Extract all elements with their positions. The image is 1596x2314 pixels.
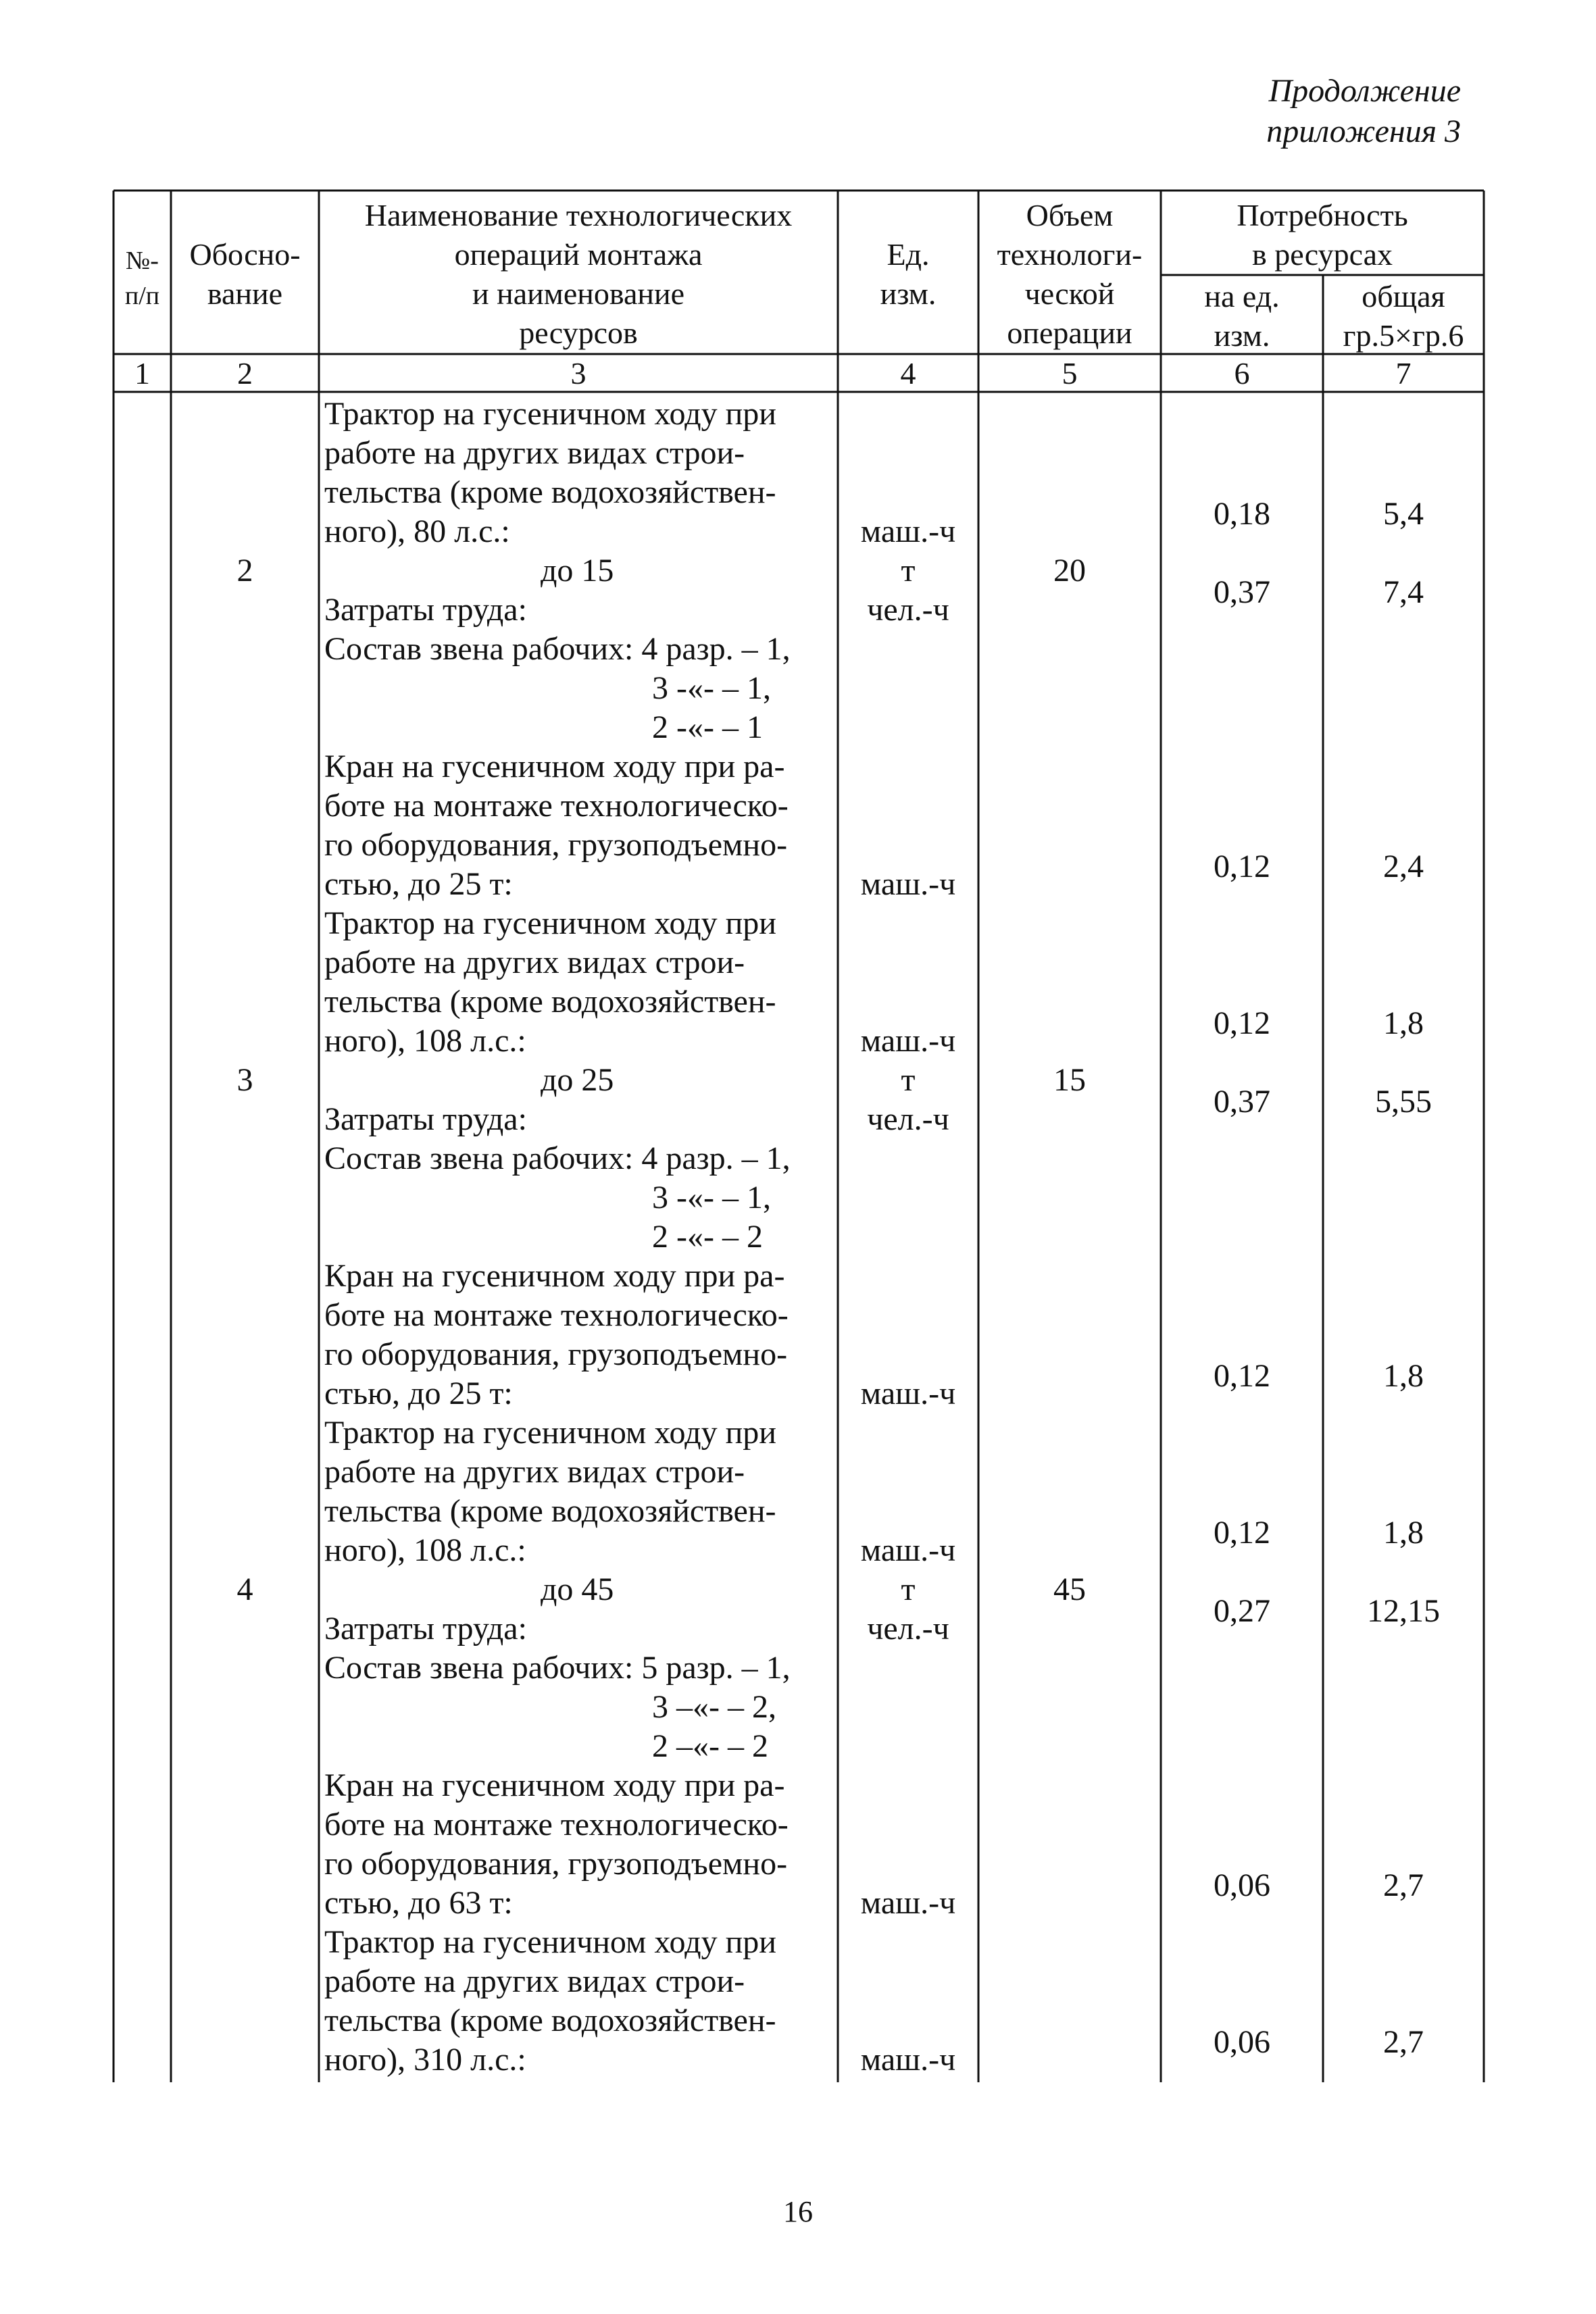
resource-line-text: стью, до 25 т:	[324, 866, 513, 902]
resource-line-text: тельства (кроме водохозяйствен-	[324, 2003, 776, 2038]
resource-line-text: го оборудования, грузоподъемно-	[324, 1846, 788, 1882]
resource-line-text: Состав звена рабочих: 4 разр. – 1,	[324, 1140, 791, 1176]
header-col6: на ед. изм.	[1204, 279, 1280, 353]
unit-cell: маш.-ч	[860, 1885, 956, 1921]
header-col4: Ед. изм.	[880, 237, 937, 311]
total-cell: 2,7	[1383, 2024, 1424, 2060]
resource-line-text: Кран на гусеничном ходу при ра-	[324, 1767, 785, 1803]
resource-line-text: ного), 310 л.с.:	[324, 2042, 526, 2078]
resource-line-text: Затраты труда:	[324, 1101, 527, 1137]
resource-line-text: Кран на гусеничном ходу при ра-	[324, 1258, 785, 1294]
resource-line-text: Затраты труда:	[324, 592, 527, 628]
unit-cell: чел.-ч	[867, 592, 949, 628]
resource-line-text: го оборудования, грузоподъемно-	[324, 1336, 788, 1372]
resource-line-text: боте на монтаже технологическо-	[324, 788, 789, 824]
resource-line-text: ного), 108 л.с.:	[324, 1023, 526, 1059]
col-number: 7	[1395, 356, 1412, 391]
col-number: 2	[237, 356, 253, 391]
total-cell: 1,8	[1383, 1515, 1424, 1551]
header-col1: №- п/п	[124, 247, 160, 310]
resource-line-text: боте на монтаже технологическо-	[324, 1807, 789, 1842]
per-unit-cell: 0,12	[1214, 1515, 1270, 1551]
resource-line-text: 3 -«- – 1,	[652, 670, 771, 706]
per-unit-cell: 0,27	[1214, 1593, 1270, 1629]
col-number: 5	[1062, 356, 1078, 391]
basis-cell: 3	[236, 1062, 253, 1098]
per-unit-cell: 0,12	[1214, 849, 1270, 884]
resource-line-text: ного), 80 л.с.:	[324, 513, 510, 549]
per-unit-cell: 0,06	[1214, 2024, 1270, 2060]
resource-line-text: до 15	[541, 553, 614, 588]
resource-line-text: Состав звена рабочих: 5 разр. – 1,	[324, 1650, 791, 1686]
volume-cell: 15	[1053, 1062, 1086, 1098]
resource-line-text: 2 -«- – 1	[652, 709, 763, 745]
volume-cell: 20	[1053, 553, 1086, 588]
per-unit-cell: 0,37	[1214, 1084, 1270, 1120]
unit-cell: т	[901, 1062, 916, 1098]
resource-line-text: до 25	[541, 1062, 614, 1098]
resource-line-text: Трактор на гусеничном ходу при	[324, 396, 776, 432]
unit-cell: чел.-ч	[867, 1611, 949, 1646]
per-unit-cell: 0,12	[1214, 1005, 1270, 1041]
resource-line-text: Кран на гусеничном ходу при ра-	[324, 749, 785, 784]
resource-line-text: работе на других видах строи-	[324, 945, 745, 980]
unit-cell: маш.-ч	[860, 1532, 956, 1568]
resource-line-text: тельства (кроме водохозяйствен-	[324, 1493, 776, 1529]
total-cell: 12,15	[1367, 1593, 1440, 1629]
unit-cell: т	[901, 1571, 916, 1607]
header-col67: Потребность в ресурсах	[1237, 198, 1408, 272]
header-col2: Обосно- вание	[189, 237, 301, 311]
resource-line-text: Затраты труда:	[324, 1611, 527, 1646]
resource-line-text: 3 –«- – 2,	[652, 1689, 776, 1725]
unit-cell: т	[901, 553, 916, 588]
resource-line-text: го оборудования, грузоподъемно-	[324, 827, 788, 863]
resource-line-text: 3 -«- – 1,	[652, 1180, 771, 1215]
total-cell: 5,55	[1375, 1084, 1432, 1120]
header-col3: Наименование технологических операций монтажа и наименование ресурсов	[364, 198, 793, 350]
resource-line-text: боте на монтаже технологическо-	[324, 1297, 789, 1333]
per-unit-cell: 0,12	[1214, 1358, 1270, 1394]
resource-line-text: Трактор на гусеничном ходу при	[324, 905, 776, 941]
col-number: 6	[1234, 356, 1250, 391]
resource-line-text: тельства (кроме водохозяйствен-	[324, 984, 776, 1020]
caption-line-1: Продолжение	[1268, 73, 1461, 109]
unit-cell: маш.-ч	[860, 513, 956, 549]
per-unit-cell: 0,06	[1214, 1867, 1270, 1903]
total-cell: 5,4	[1383, 496, 1424, 532]
basis-cell: 2	[236, 553, 253, 588]
page-number: 16	[783, 2195, 813, 2228]
resource-line-text: работе на других видах строи-	[324, 1963, 745, 1999]
col-number: 3	[570, 356, 587, 391]
resource-line-text: Трактор на гусеничном ходу при	[324, 1415, 776, 1451]
resource-line-text: работе на других видах строи-	[324, 435, 745, 471]
col-number: 1	[134, 356, 150, 391]
resource-line-text: до 45	[541, 1571, 614, 1607]
unit-cell: чел.-ч	[867, 1101, 949, 1137]
resource-line-text: 2 -«- – 2	[652, 1219, 763, 1255]
per-unit-cell: 0,18	[1214, 496, 1270, 532]
volume-cell: 45	[1053, 1571, 1086, 1607]
header-col5: Объем технологи- ческой операции	[997, 198, 1143, 350]
total-cell: 2,7	[1383, 1867, 1424, 1903]
total-cell: 2,4	[1383, 849, 1424, 884]
unit-cell: маш.-ч	[860, 866, 956, 902]
unit-cell: маш.-ч	[860, 2042, 956, 2078]
resource-line-text: работе на других видах строи-	[324, 1454, 745, 1490]
resource-line-text: ного), 108 л.с.:	[324, 1532, 526, 1568]
resource-line-text: стью, до 63 т:	[324, 1885, 513, 1921]
header-col7: общая гр.5×гр.6	[1343, 279, 1464, 353]
resource-line-text: стью, до 25 т:	[324, 1376, 513, 1411]
total-cell: 1,8	[1383, 1358, 1424, 1394]
resource-line-text: Состав звена рабочих: 4 разр. – 1,	[324, 631, 791, 667]
resource-line-text: тельства (кроме водохозяйствен-	[324, 474, 776, 510]
resource-line-text: Трактор на гусеничном ходу при	[324, 1924, 776, 1960]
total-cell: 1,8	[1383, 1005, 1424, 1041]
caption-line-2: приложения 3	[1266, 114, 1461, 149]
col-number: 4	[900, 356, 916, 391]
resource-line-text: 2 –«- – 2	[652, 1728, 768, 1764]
basis-cell: 4	[236, 1571, 253, 1607]
total-cell: 7,4	[1383, 574, 1424, 610]
unit-cell: маш.-ч	[860, 1023, 956, 1059]
per-unit-cell: 0,37	[1214, 574, 1270, 610]
unit-cell: маш.-ч	[860, 1376, 956, 1411]
